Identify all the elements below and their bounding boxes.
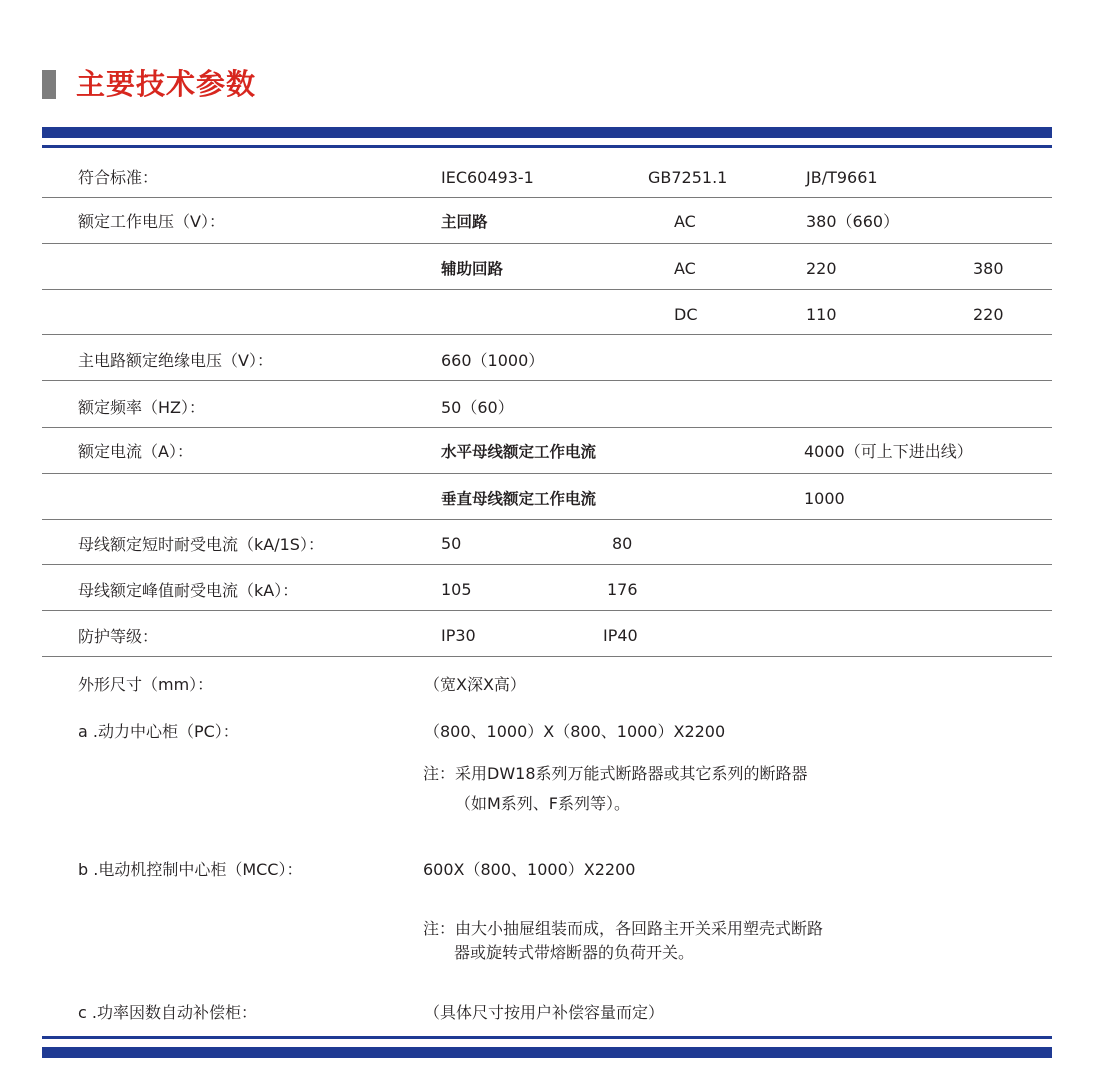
standard-label: 符合标准： bbox=[78, 168, 159, 187]
row-divider bbox=[42, 289, 1052, 290]
row-divider bbox=[42, 427, 1052, 428]
horizontal-busbar-label: 水平母线额定工作电流 bbox=[441, 442, 597, 461]
bottom-band-thin bbox=[42, 1036, 1052, 1039]
standard-iec: IEC60493-1 bbox=[441, 168, 534, 187]
row-divider bbox=[42, 610, 1052, 611]
row-divider bbox=[42, 197, 1052, 198]
row-divider bbox=[42, 334, 1052, 335]
comp-label: c .功率因数自动补偿柜： bbox=[78, 1003, 257, 1022]
main-circuit-type: AC bbox=[674, 212, 696, 231]
main-circuit-value: 380（660） bbox=[806, 212, 900, 231]
mcc-value: 600X（800、1000）X2200 bbox=[423, 860, 636, 879]
title-marker bbox=[42, 70, 56, 99]
aux-dc-value-1: 110 bbox=[806, 305, 837, 324]
row-divider bbox=[42, 380, 1052, 381]
pc-value: （800、1000）X（800、1000）X2200 bbox=[424, 722, 726, 741]
protection-value-2: IP40 bbox=[603, 626, 638, 645]
row-divider bbox=[42, 564, 1052, 565]
short-time-label: 母线额定短时耐受电流（kA/1S）： bbox=[78, 535, 324, 554]
pc-note-line-1: 注：采用DW18系列万能式断路器或其它系列的断路器 bbox=[423, 764, 808, 783]
short-time-value-2: 80 bbox=[612, 534, 633, 553]
dimensions-label: 外形尺寸（mm）： bbox=[78, 675, 214, 694]
mcc-note-line-1: 注：由大小抽屉组装而成，各回路主开关采用塑壳式断路 bbox=[423, 919, 824, 938]
row-divider bbox=[42, 243, 1052, 244]
vertical-busbar-value: 1000 bbox=[804, 489, 845, 508]
standard-jb: JB/T9661 bbox=[806, 168, 878, 187]
peak-value-2: 176 bbox=[607, 580, 638, 599]
peak-value-1: 105 bbox=[441, 580, 472, 599]
mcc-note-line-2: 器或旋转式带熔断器的负荷开关。 bbox=[454, 943, 695, 962]
comp-value: （具体尺寸按用户补偿容量而定） bbox=[424, 1003, 665, 1022]
frequency-label: 额定频率（HZ）： bbox=[78, 398, 205, 417]
aux-dc-type: DC bbox=[674, 305, 698, 324]
aux-circuit-label: 辅助回路 bbox=[441, 259, 504, 278]
aux-ac-value-2: 380 bbox=[973, 259, 1004, 278]
main-circuit-label: 主回路 bbox=[441, 212, 488, 231]
short-time-value-1: 50 bbox=[441, 534, 462, 553]
horizontal-busbar-value: 4000（可上下进出线） bbox=[804, 442, 973, 461]
vertical-busbar-label: 垂直母线额定工作电流 bbox=[441, 489, 597, 508]
top-band-thin bbox=[42, 145, 1052, 148]
protection-value-1: IP30 bbox=[441, 626, 476, 645]
row-divider bbox=[42, 519, 1052, 520]
aux-dc-value-2: 220 bbox=[973, 305, 1004, 324]
row-divider bbox=[42, 656, 1052, 657]
top-band-thick bbox=[42, 127, 1052, 138]
insulation-value: 660（1000） bbox=[441, 351, 545, 370]
peak-label: 母线额定峰值耐受电流（kA）： bbox=[78, 581, 299, 600]
rated-voltage-label: 额定工作电压（V）： bbox=[78, 212, 225, 231]
aux-ac-type: AC bbox=[674, 259, 696, 278]
dimensions-note: （宽X深X高） bbox=[424, 675, 526, 694]
insulation-label: 主电路额定绝缘电压（V）： bbox=[78, 351, 273, 370]
standard-gb: GB7251.1 bbox=[648, 168, 728, 187]
page-title: 主要技术参数 bbox=[76, 67, 257, 101]
current-label: 额定电流（A）： bbox=[78, 442, 193, 461]
pc-label: a .动力中心柜（PC）： bbox=[78, 722, 239, 741]
bottom-band-thick bbox=[42, 1047, 1052, 1058]
pc-note-line-2: （如M系列、F系列等）。 bbox=[455, 794, 631, 813]
row-divider bbox=[42, 473, 1052, 474]
protection-label: 防护等级： bbox=[78, 627, 159, 646]
mcc-label: b .电动机控制中心柜（MCC）： bbox=[78, 860, 303, 879]
aux-ac-value-1: 220 bbox=[806, 259, 837, 278]
frequency-value: 50（60） bbox=[441, 398, 514, 417]
